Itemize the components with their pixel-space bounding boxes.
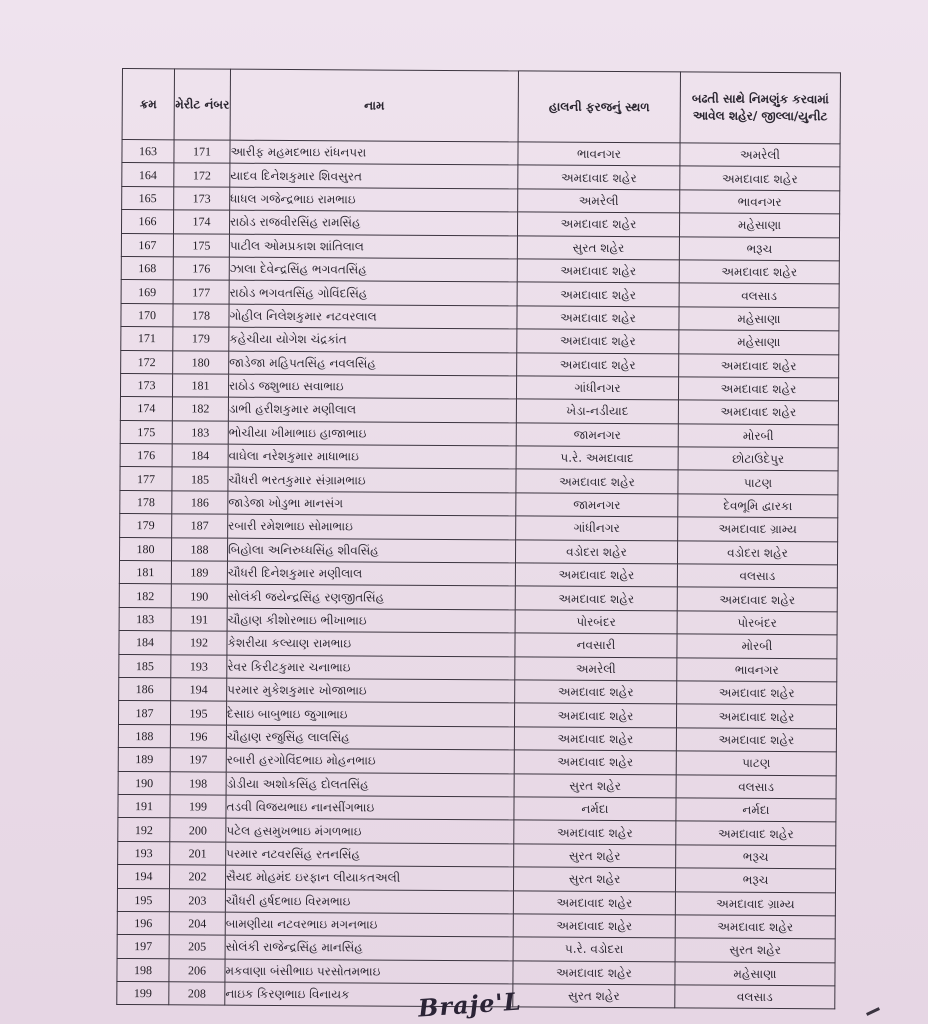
merit-number-cell: 194 xyxy=(171,678,227,702)
current-posting-cell: અમરેલી xyxy=(515,657,677,681)
handwritten-signature: Braje'L xyxy=(417,986,523,1023)
name-cell: પટેલ હસમુખભાઇ મંગળભાઇ xyxy=(226,818,514,843)
serial-cell: 199 xyxy=(117,982,169,1006)
new-posting-cell: વડોદરા શહેર xyxy=(677,541,837,565)
new-posting-cell: દેવભૂમિ દ્વારકા xyxy=(678,494,838,518)
table-body xyxy=(117,140,840,1010)
merit-number-cell: 177 xyxy=(173,280,229,304)
merit-number-cell: 185 xyxy=(172,467,228,491)
new-posting-cell: મોરબી xyxy=(677,634,837,658)
new-posting-cell: પોરબંદર xyxy=(677,611,837,635)
current-posting-cell: સુરત શહેર xyxy=(514,773,676,797)
serial-cell: 172 xyxy=(121,350,173,374)
name-cell: ગોહીલ નિલેશકુમાર નટવરલાલ xyxy=(229,304,517,329)
serial-cell: 184 xyxy=(119,631,171,655)
new-posting-cell: અમદાવાદ શહેર xyxy=(679,353,839,377)
serial-cell: 198 xyxy=(117,958,169,982)
serial-cell: 186 xyxy=(119,677,171,701)
current-posting-cell: ગાંધીનગર xyxy=(516,376,678,400)
name-cell: ભોચીયા ખીમાભાઇ હાજાભાઇ xyxy=(228,421,516,446)
new-posting-cell: અમદાવાદ શહેર xyxy=(677,587,837,611)
serial-cell: 178 xyxy=(120,490,172,514)
name-cell: સૈયદ મોહમંદ ઇરફાન લીયાકતઅલી xyxy=(225,865,513,890)
name-cell: ચૌધરી દિનેશકુમાર મણીલાલ xyxy=(227,561,515,586)
header-new-posting: બઢતી સાથે નિમણુંક કરવામાં આવેલ શહેર/ જીલ્લા/યુનીટ xyxy=(680,72,840,144)
name-cell: મકવાણા બંસીભાઇ પરસોતમભાઇ xyxy=(225,959,513,984)
new-posting-cell: ભરૂચ xyxy=(676,845,836,869)
serial-cell: 163 xyxy=(122,140,174,164)
name-cell: દેસાઇ બાબુભાઇ જુગાભાઇ xyxy=(226,702,514,727)
current-posting-cell: અમદાવાદ શહેર xyxy=(517,352,679,376)
current-posting-cell: અમદાવાદ શહેર xyxy=(514,727,676,751)
current-posting-cell: સુરત શહેર xyxy=(513,867,675,891)
current-posting-cell: અમદાવાદ શહેર xyxy=(515,680,677,704)
header-merit-number: મેરીટ નંબર xyxy=(174,69,230,140)
new-posting-cell: મહેસાણા xyxy=(675,962,835,986)
merit-number-cell: 187 xyxy=(172,514,228,538)
new-posting-cell: અમદાવાદ શહેર xyxy=(678,377,838,401)
new-posting-cell: ભરૂચ xyxy=(675,868,835,892)
name-cell: રાઠોડ જશુભાઇ સવાભાઇ xyxy=(228,374,516,399)
serial-cell: 171 xyxy=(121,327,173,351)
current-posting-cell: અમદાવાદ શહેર xyxy=(516,469,678,493)
name-cell: ઝાલા દેવેન્દ્રસિંહ ભગવતસિંહ xyxy=(229,257,517,282)
name-cell: રબારી રમેશભાઇ સોમાભાઇ xyxy=(228,514,516,539)
merit-number-cell: 202 xyxy=(169,865,225,889)
new-posting-cell: ભરૂચ xyxy=(679,236,839,260)
table-header-row xyxy=(122,69,840,144)
current-posting-cell: અમરેલી xyxy=(518,189,680,213)
new-posting-cell: મહેસાણા xyxy=(679,307,839,331)
name-cell: પરમાર નટવરસિંહ રતનસિંહ xyxy=(226,842,514,867)
new-posting-cell: અમદાવાદ શહેર xyxy=(679,260,839,284)
name-cell: ધાધલ ગજેન્દ્રભાઇ રામભાઇ xyxy=(230,187,518,212)
current-posting-cell: ગાંધીનગર xyxy=(516,516,678,540)
current-posting-cell: વડોદરા શહેર xyxy=(515,540,677,564)
serial-cell: 181 xyxy=(119,561,171,585)
current-posting-cell: અમદાવાદ શહેર xyxy=(517,212,679,236)
new-posting-cell: અમદાવાદ શહેર xyxy=(676,821,836,845)
serial-cell: 173 xyxy=(120,373,172,397)
merit-number-cell: 178 xyxy=(173,304,229,328)
current-posting-cell: અમદાવાદ શહેર xyxy=(513,961,675,985)
current-posting-cell: અમદાવાદ શહેર xyxy=(514,703,676,727)
serial-cell: 176 xyxy=(120,444,172,468)
current-posting-cell: પ.રે. અમદાવાદ xyxy=(516,446,678,470)
serial-cell: 168 xyxy=(121,256,173,280)
current-posting-cell: સુરત શહેર xyxy=(517,235,679,259)
current-posting-cell: ખેડા-નડીયાદ xyxy=(516,399,678,423)
merit-number-cell: 195 xyxy=(170,701,226,725)
merit-number-cell: 192 xyxy=(171,631,227,655)
serial-cell: 187 xyxy=(118,701,170,725)
serial-cell: 179 xyxy=(120,514,172,538)
merit-number-cell: 181 xyxy=(172,374,228,398)
new-posting-cell: પાટણ xyxy=(678,470,838,494)
name-cell: બામણીયા નટવરભાઇ મગનભાઇ xyxy=(225,912,513,937)
name-cell: ચૌહાણ કીશોરભાઇ ભીખાભાઇ xyxy=(227,608,515,633)
header-serial: ક્રમ xyxy=(122,69,174,140)
new-posting-cell: અમદાવાદ ગ્રામ્ય xyxy=(675,891,835,915)
new-posting-cell: વલસાડ xyxy=(679,283,839,307)
new-posting-cell: પાટણ xyxy=(676,751,836,775)
merit-number-cell: 200 xyxy=(170,818,226,842)
merit-number-cell: 190 xyxy=(171,584,227,608)
merit-number-cell: 201 xyxy=(170,842,226,866)
serial-cell: 193 xyxy=(118,841,170,865)
name-cell: સોલંકી જયેન્દ્રસિંહ રણજીતસિંહ xyxy=(227,585,515,610)
current-posting-cell: અમદાવાદ શહેર xyxy=(513,890,675,914)
current-posting-cell: અમદાવાદ શહેર xyxy=(518,165,680,189)
current-posting-cell: અમદાવાદ શહેર xyxy=(517,259,679,283)
current-posting-cell: અમદાવાદ શહેર xyxy=(515,563,677,587)
name-cell: રાઠોડ રાજવીરસિંહ રામસિંહ xyxy=(229,210,517,235)
current-posting-cell: અમદાવાદ શહેર xyxy=(517,282,679,306)
name-cell: ચૌધરી ભરતકુમાર સંગ્રામભાઇ xyxy=(228,468,516,493)
new-posting-cell: ભાવનગર xyxy=(680,190,840,214)
merit-number-cell: 186 xyxy=(172,491,228,515)
current-posting-cell: અમદાવાદ શહેર xyxy=(514,750,676,774)
name-cell: ડાભી હરીશકુમાર મણીલાલ xyxy=(228,397,516,422)
name-cell: કેશરીયા કલ્યાણ રામભાઇ xyxy=(227,631,515,656)
current-posting-cell: અમદાવાદ શહેર xyxy=(514,820,676,844)
new-posting-cell: અમદાવાદ ગ્રામ્ય xyxy=(678,517,838,541)
ink-mark xyxy=(866,1007,880,1016)
name-cell: સોલંકી રાજેન્દ્રસિંહ માનસિંહ xyxy=(225,935,513,960)
name-cell: વાઘેલા નરેશકુમાર માધાભાઇ xyxy=(228,444,516,469)
current-posting-cell: અમદાવાદ શહેર xyxy=(517,306,679,330)
current-posting-cell: અમદાવાદ શહેર xyxy=(515,586,677,610)
current-posting-cell: સુરત શહેર xyxy=(513,984,675,1008)
serial-cell: 182 xyxy=(119,584,171,608)
merit-number-cell: 171 xyxy=(174,140,230,164)
new-posting-cell: અમરેલી xyxy=(680,143,840,167)
merit-number-cell: 175 xyxy=(173,233,229,257)
new-posting-cell: અમદાવાદ શહેર xyxy=(676,704,836,728)
merit-number-cell: 198 xyxy=(170,771,226,795)
merit-number-cell: 204 xyxy=(169,912,225,936)
serial-cell: 164 xyxy=(122,163,174,187)
merit-number-cell: 197 xyxy=(170,748,226,772)
current-posting-cell: જામનગર xyxy=(516,493,678,517)
new-posting-cell: વલસાડ xyxy=(677,564,837,588)
header-current-posting: હાલની ફરજનું સ્થળ xyxy=(518,71,680,143)
merit-number-cell: 174 xyxy=(173,210,229,234)
name-cell: કહેચીયા યોગેશ ચંદ્રકાંત xyxy=(229,327,517,352)
name-cell: રેવર કિરીટકુમાર ચનાભાઇ xyxy=(227,655,515,680)
current-posting-cell: અમદાવાદ શહેર xyxy=(513,914,675,938)
current-posting-cell: પ.રે. વડોદરા xyxy=(513,937,675,961)
merit-number-cell: 206 xyxy=(169,958,225,982)
merit-number-cell: 193 xyxy=(171,654,227,678)
name-cell: આરીફ મહમદભાઇ રાંધનપરા xyxy=(230,140,518,165)
new-posting-cell: સુરત શહેર xyxy=(675,938,835,962)
merit-number-cell: 208 xyxy=(169,982,225,1006)
name-cell: જાડેજા ખોડુભા માનસંગ xyxy=(228,491,516,516)
current-posting-cell: જામનગર xyxy=(516,423,678,447)
merit-number-cell: 188 xyxy=(171,537,227,561)
merit-number-cell: 172 xyxy=(174,163,230,187)
header-name: નામ xyxy=(230,69,518,142)
name-cell: ડોડીયા અશોકસિંહ દોલતસિંહ xyxy=(226,772,514,797)
current-posting-cell: સુરત શહેર xyxy=(514,844,676,868)
name-cell: રબારી હરગોવિંદભાઇ મોહનભાઇ xyxy=(226,748,514,773)
merit-number-cell: 183 xyxy=(172,421,228,445)
serial-cell: 174 xyxy=(120,397,172,421)
serial-cell: 165 xyxy=(122,186,174,210)
new-posting-cell: અમદાવાદ શહેર xyxy=(676,728,836,752)
current-posting-cell: અમદાવાદ શહેર xyxy=(517,329,679,353)
new-posting-cell: અમદાવાદ શહેર xyxy=(680,166,840,190)
serial-cell: 180 xyxy=(119,537,171,561)
current-posting-cell: નર્મદા xyxy=(514,797,676,821)
merit-number-cell: 173 xyxy=(174,187,230,211)
name-cell: નાઇક કિરણભાઇ વિનાયક xyxy=(225,982,513,1007)
merit-number-cell: 205 xyxy=(169,935,225,959)
new-posting-cell: છોટાઉદેપુર xyxy=(678,447,838,471)
merit-number-cell: 184 xyxy=(172,444,228,468)
name-cell: પાટીલ ઓમપ્રકાશ શાંતિલાલ xyxy=(229,234,517,259)
merit-number-cell: 182 xyxy=(172,397,228,421)
name-cell: બિહોલા અનિરુધ્ધસિંહ શીવસિંહ xyxy=(227,538,515,563)
posting-table xyxy=(116,68,841,1010)
name-cell: પરમાર મુકેશકુમાર ખોજાભાઇ xyxy=(227,678,515,703)
serial-cell: 197 xyxy=(117,935,169,959)
merit-number-cell: 199 xyxy=(170,795,226,819)
serial-cell: 189 xyxy=(118,748,170,772)
serial-cell: 194 xyxy=(117,865,169,889)
new-posting-cell: મહેસાણા xyxy=(679,213,839,237)
new-posting-cell: નર્મદા xyxy=(676,798,836,822)
merit-number-cell: 189 xyxy=(171,561,227,585)
serial-cell: 191 xyxy=(118,794,170,818)
serial-cell: 185 xyxy=(119,654,171,678)
merit-number-cell: 179 xyxy=(173,327,229,351)
name-cell: તડવી વિજયભાઇ નાનસીંગભાઇ xyxy=(226,795,514,820)
name-cell: યાદવ દિનેશકુમાર શિવસુરત xyxy=(230,164,518,189)
serial-cell: 177 xyxy=(120,467,172,491)
merit-number-cell: 191 xyxy=(171,608,227,632)
new-posting-cell: મહેસાણા xyxy=(679,330,839,354)
serial-cell: 166 xyxy=(121,210,173,234)
merit-number-cell: 180 xyxy=(173,350,229,374)
serial-cell: 169 xyxy=(121,280,173,304)
new-posting-cell: વલસાડ xyxy=(675,985,835,1009)
serial-cell: 192 xyxy=(118,818,170,842)
serial-cell: 196 xyxy=(117,911,169,935)
serial-cell: 195 xyxy=(117,888,169,912)
serial-cell: 188 xyxy=(118,724,170,748)
name-cell: જાડેજા મહિપતસિંહ નવલસિંહ xyxy=(229,351,517,376)
current-posting-cell: પોરબંદર xyxy=(515,610,677,634)
serial-cell: 190 xyxy=(118,771,170,795)
new-posting-cell: વલસાડ xyxy=(676,774,836,798)
current-posting-cell: ભાવનગર xyxy=(518,142,680,166)
merit-number-cell: 176 xyxy=(173,257,229,281)
new-posting-cell: મોરબી xyxy=(678,424,838,448)
serial-cell: 167 xyxy=(121,233,173,257)
new-posting-cell: અમદાવાદ શહેર xyxy=(677,681,837,705)
merit-number-cell: 203 xyxy=(169,888,225,912)
name-cell: રાઠોડ ભગવતસિંહ ગોવિંદસિંહ xyxy=(229,281,517,306)
serial-cell: 170 xyxy=(121,303,173,327)
new-posting-cell: અમદાવાદ શહેર xyxy=(675,915,835,939)
name-cell: ચૌધરી હર્ષદભાઇ વિરમભાઇ xyxy=(225,889,513,914)
new-posting-cell: અમદાવાદ શહેર xyxy=(678,400,838,424)
serial-cell: 175 xyxy=(120,420,172,444)
new-posting-cell: ભાવનગર xyxy=(677,657,837,681)
serial-cell: 183 xyxy=(119,607,171,631)
name-cell: ચૌહાણ રજુસિંહ લાલસિંહ xyxy=(226,725,514,750)
merit-number-cell: 196 xyxy=(170,725,226,749)
current-posting-cell: નવસારી xyxy=(515,633,677,657)
